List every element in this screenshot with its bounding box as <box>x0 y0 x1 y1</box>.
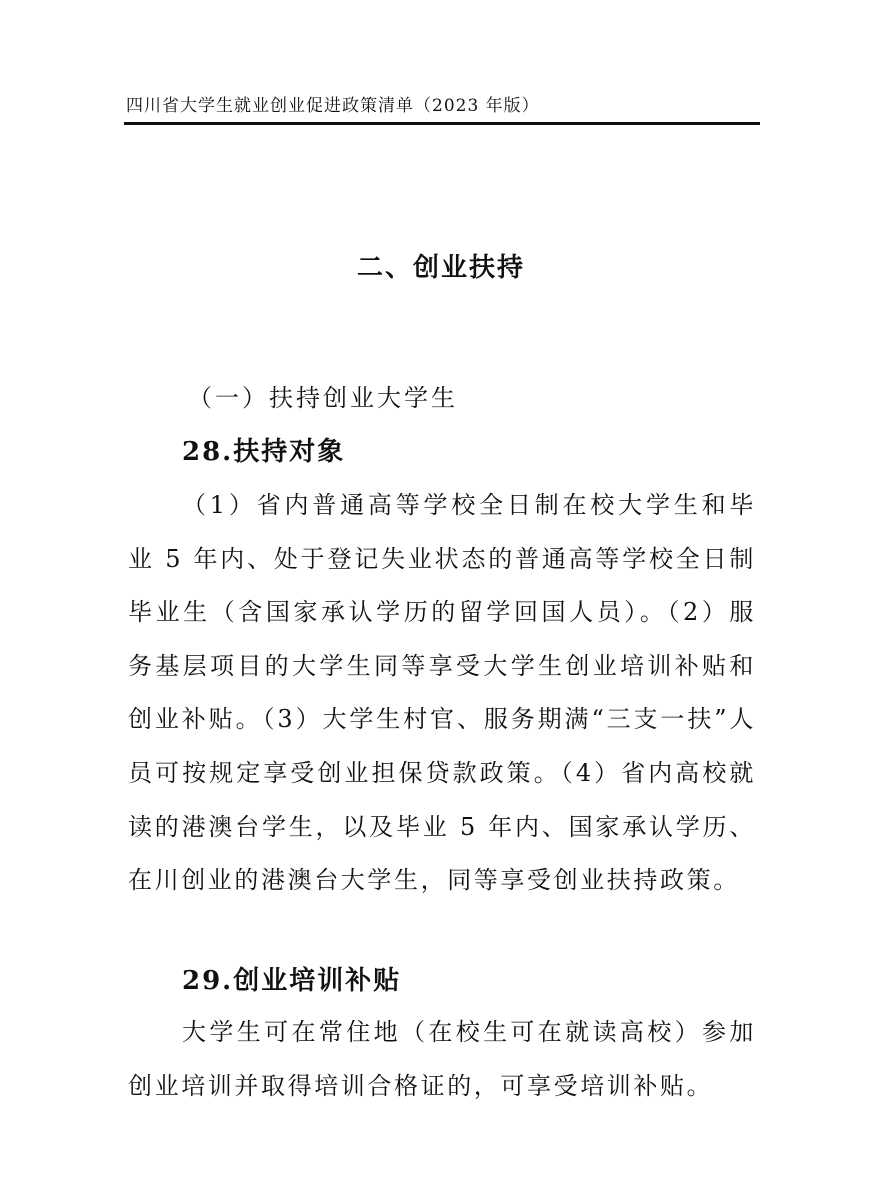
item-body-29: 大学生可在常住地（在校生可在就读高校）参加创业培训并取得培训合格证的，可享受培训补贴。 <box>128 1018 756 1100</box>
header-divider <box>124 122 760 125</box>
section-title: 二、创业扶持 <box>356 253 525 283</box>
item-heading-28: 28.扶持对象 <box>182 437 346 467</box>
subsection-heading: （一）扶持创业大学生 <box>188 384 458 412</box>
item-heading-29: 29.创业培训补贴 <box>182 966 402 996</box>
item-body-28: （1）省内普通高等学校全日制在校大学生和毕业 5 年内、处于登记失业状态的普通高等学校全日制毕业生（含国家承认学历的留学回国人员）。（2）服务基层项目的大学生同等享受大学生创业培训补贴和创业补贴。（3）大学生村官、服务期满“三支一扶”人员可按规定享受创业担保贷款政策。（4）省内高校就读的港澳台学生，以及毕业 5 年内、国家承认学历、在川创业的港澳台大学生，同等享受创业扶持政策。 <box>128 491 756 895</box>
running-header: 四川省大学生就业创业促进政策清单（2023 年版） <box>126 96 540 116</box>
